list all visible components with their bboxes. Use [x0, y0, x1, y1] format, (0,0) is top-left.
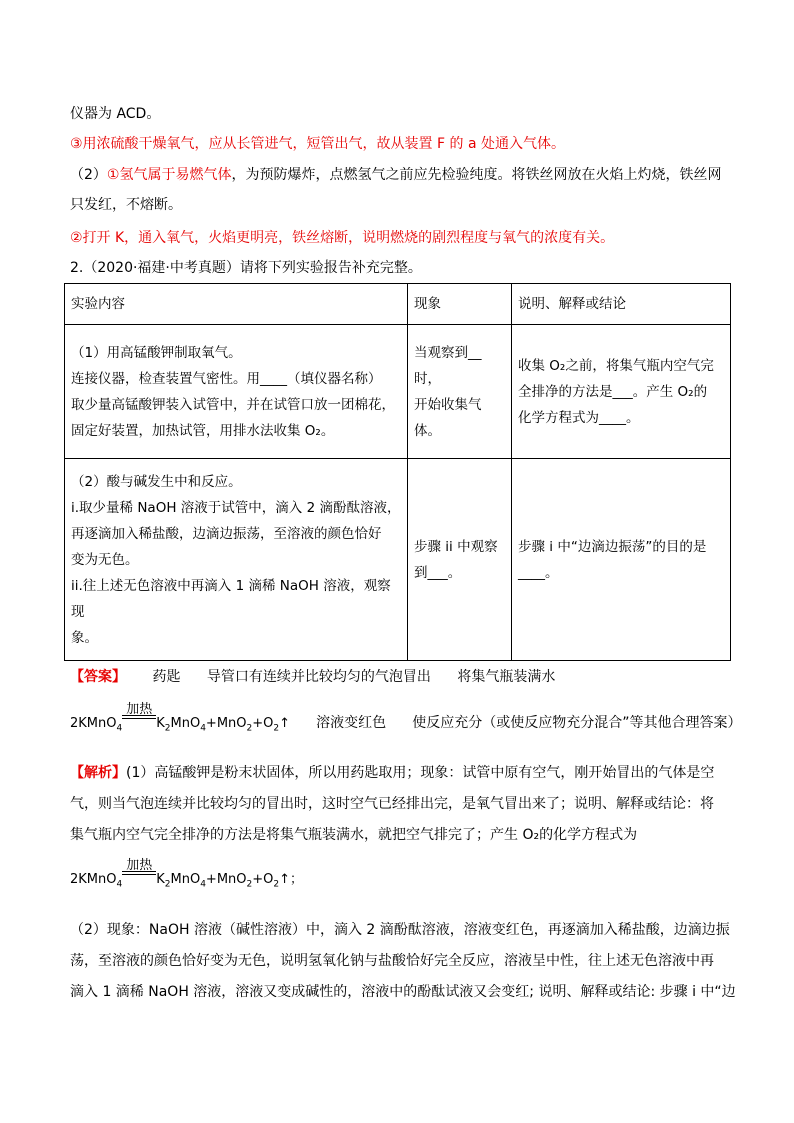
text-line: ②打开 K，通入氧气，火焰更明亮，铁丝熔断，说明燃烧的剧烈程度与氧气的浓度有关。 [70, 230, 615, 246]
table-cell [408, 459, 512, 661]
cell-line: 步骤 i 中“边滴边振荡”的目的是 [518, 538, 707, 555]
cell-line: 连接仪器，检查装置气密性。用____（填仪器名称） [71, 370, 382, 387]
eq-part: MnO [170, 716, 201, 731]
analysis-line: 滴入 1 滴稀 NaOH 溶液，溶液又变成碱性的，溶液中的酚酞试液又会变红; 说明、解释或结论: 步骤 i 中“边 [70, 984, 736, 1000]
cell-line: 全排净的方法是___。产生 O₂的 [518, 383, 708, 400]
cell-line: i.取少量稀 NaOH 溶液于试管中，滴入 2 滴酚酞溶液， [71, 499, 401, 516]
eq-sub: 4 [200, 723, 206, 734]
eq-sub: 4 [200, 879, 206, 890]
analysis-line: 集气瓶内空气完全排净的方法是将集气瓶装满水，就把空气排完了；产生 O₂的化学方程式为 [70, 827, 638, 843]
cell-line: 再逐滴加入稀盐酸，边滴边振荡，至溶液的颜色恰好 [71, 525, 382, 542]
eq-condition: 加热 [126, 858, 153, 873]
cell-line: 取少量高锰酸钾装入试管中，并在试管口放一团棉花， [71, 396, 395, 413]
eq-sub: 2 [164, 879, 171, 890]
analysis-line: 气，则当气泡连续并比较均匀的冒出时，这时空气已经排出完，是氧气冒出来了；说明、解释或结论：将 [70, 796, 714, 812]
table-header: 说明、解释或结论 [512, 284, 731, 325]
eq-sub: 2 [164, 723, 171, 734]
eq-part: K [156, 716, 165, 731]
table-row [65, 325, 731, 459]
table-cell [65, 325, 408, 459]
eq-part: ； [290, 872, 304, 887]
cell-line: 步骤 ii 中观察 [414, 538, 498, 555]
eq-part: 2KMnO [70, 872, 117, 887]
question-heading: 2.（2020·福建·中考真题）请将下列实验报告补充完整。 [70, 260, 422, 276]
text-segment: ，为预防爆炸，点燃氢气之前应先检验纯度。将铁丝网放在火焰上灼烧，铁丝网 [231, 167, 722, 183]
analysis-label: 【解析】 [70, 765, 126, 781]
analysis-line [70, 763, 714, 783]
eq-bar [122, 715, 156, 716]
cell-line: （2）酸与碱发生中和反应。 [71, 473, 242, 490]
cell-line: ii.往上述无色溶液中再滴入 1 滴稀 NaOH 溶液，观察现 [71, 577, 391, 620]
cell-line: ____。 [518, 564, 559, 581]
eq-part: ↑ [279, 716, 291, 731]
eq-sub: 2 [246, 723, 253, 734]
table-cell [512, 325, 731, 459]
eq-bar [122, 718, 156, 719]
table-header: 现象 [408, 284, 512, 325]
chemical-equation [70, 858, 304, 890]
eq-bar [122, 874, 156, 875]
eq-bar [122, 871, 156, 872]
text-segment: （2） [70, 167, 107, 183]
table-header-row [65, 284, 731, 325]
text-line [70, 165, 721, 185]
experiment-report-table [64, 283, 731, 661]
eq-part: MnO [170, 872, 201, 887]
text-segment-red: ①氢气属于易燃气体 [106, 167, 232, 183]
eq-sub: 2 [273, 879, 280, 890]
table-header: 实验内容 [65, 284, 408, 325]
cell-line: 开始收集气体。 [414, 396, 482, 439]
cell-line: 当观察到__时， [414, 344, 482, 387]
cell-line: 到___。 [414, 564, 462, 581]
answer-item: 导管口有连续并比较均匀的气泡冒出 [206, 669, 431, 685]
eq-sub: 4 [116, 723, 123, 734]
eq-part: +MnO [205, 716, 247, 731]
answer-line [70, 667, 555, 687]
answer-label: 【答案】 [70, 669, 126, 685]
eq-sub: 2 [273, 723, 280, 734]
table-cell [512, 459, 731, 661]
table-cell [65, 459, 408, 661]
answer-item: 使反应充分（或使反应物充分混合”等其他合理答案） [412, 715, 742, 731]
cell-line: 象。 [71, 629, 98, 646]
chemical-equation [70, 702, 742, 734]
cell-line: 化学方程式为____。 [518, 409, 640, 426]
eq-condition-sign [122, 858, 156, 883]
cell-line: 变为无色。 [71, 551, 139, 568]
text-line: ③用浓硫酸干燥氧气，应从长管进气，短管出气，故从装置 F 的 a 处通入气体。 [70, 136, 565, 152]
analysis-line: 荡，至溶液的颜色恰好变为无色，说明氢氧化钠与盐酸恰好完全反应，溶液呈中性，往上述无色溶液中再 [70, 953, 714, 969]
eq-condition-sign [122, 702, 156, 727]
answer-item: 药匙 [152, 669, 181, 685]
eq-part: +MnO [205, 872, 247, 887]
answer-item: 溶液变红色 [316, 715, 387, 731]
cell-line: （1）用高锰酸钾制取氧气。 [71, 344, 242, 361]
eq-part: K [156, 872, 165, 887]
eq-part: 2KMnO [70, 716, 117, 731]
eq-condition: 加热 [126, 702, 153, 717]
cell-line: 收集 O₂之前，将集气瓶内空气完 [518, 357, 714, 374]
answer-item: 将集气瓶装满水 [457, 669, 556, 685]
eq-sub: 4 [116, 879, 123, 890]
eq-sub: 2 [246, 879, 253, 890]
table-row [65, 459, 731, 661]
eq-part: +O [252, 872, 274, 887]
text-segment: (1）高锰酸钾是粉末状固体，所以用药匙取用；现象：试管中原有空气，刚开始冒出的气体是空 [126, 765, 715, 781]
cell-line: 固定好装置，加热试管，用排水法收集 O₂。 [71, 422, 335, 439]
text-line: 只发红，不熔断。 [70, 197, 182, 213]
analysis-line: （2）现象：NaOH 溶液（碱性溶液）中，滴入 2 滴酚酞溶液，溶液变红色，再逐滴加入稀盐酸，边滴边振 [70, 922, 730, 938]
eq-part: +O [252, 716, 274, 731]
eq-part: ↑ [279, 872, 291, 887]
text-line: 仪器为 ACD。 [70, 106, 161, 122]
table-cell [408, 325, 512, 459]
